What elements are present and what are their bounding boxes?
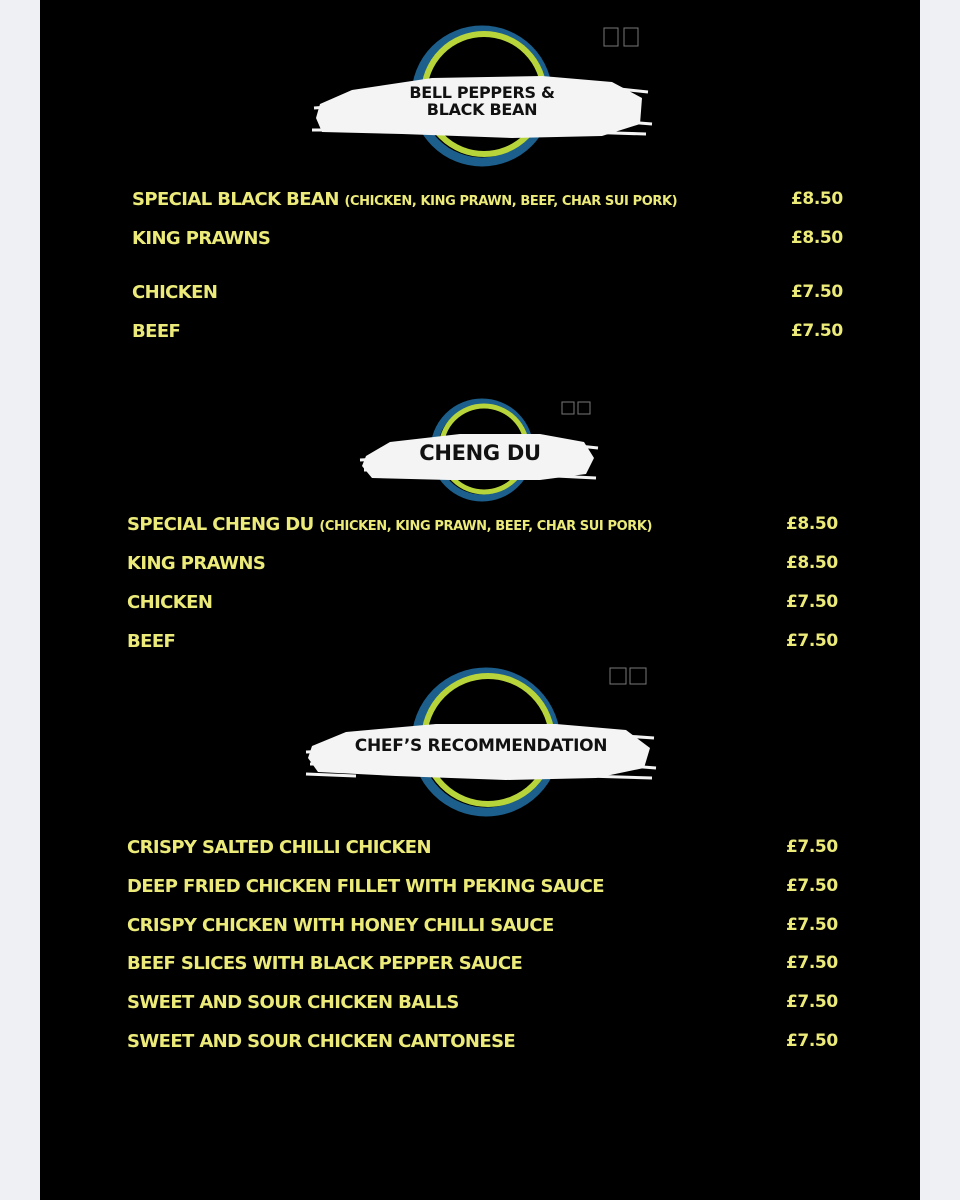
item-name: CRISPY SALTED CHILLI CHICKEN bbox=[127, 837, 431, 858]
menu-item bbox=[40, 876, 920, 906]
menu-item bbox=[40, 592, 920, 622]
item-price: £7.50 bbox=[786, 837, 838, 857]
menu-item bbox=[40, 282, 920, 312]
item-name: KING PRAWNS bbox=[127, 553, 266, 574]
item-name: BEEF SLICES WITH BLACK PEPPER SAUCE bbox=[127, 953, 523, 974]
item-price: £8.50 bbox=[791, 228, 843, 248]
item-name: SPECIAL BLACK BEAN bbox=[132, 189, 339, 210]
item-price: £7.50 bbox=[786, 992, 838, 1012]
menu-item bbox=[40, 915, 920, 945]
item-name: SWEET AND SOUR CHICKEN CANTONESE bbox=[127, 1031, 516, 1052]
section-title: CHENG DU bbox=[419, 441, 541, 465]
item-price: £7.50 bbox=[786, 1031, 838, 1051]
item-note: (CHICKEN, KING PRAWN, BEEF, CHAR SUI PORK) bbox=[319, 519, 653, 534]
section-header-chefs-recommendation bbox=[306, 660, 656, 816]
item-name: SPECIAL CHENG DU bbox=[127, 514, 314, 535]
item-price: £8.50 bbox=[786, 553, 838, 573]
item-price: £7.50 bbox=[786, 915, 838, 935]
item-name: DEEP FRIED CHICKEN FILLET WITH PEKING SAUCE bbox=[127, 876, 604, 897]
menu-item bbox=[40, 992, 920, 1022]
menu-item bbox=[40, 189, 920, 219]
item-note: (CHICKEN, KING PRAWN, BEEF, CHAR SUI PORK) bbox=[344, 194, 678, 209]
item-name: CRISPY CHICKEN WITH HONEY CHILLI SAUCE bbox=[127, 915, 554, 936]
item-name: SWEET AND SOUR CHICKEN BALLS bbox=[127, 992, 459, 1013]
item-name: BEEF bbox=[132, 321, 181, 342]
menu-item bbox=[40, 953, 920, 983]
item-price: £7.50 bbox=[791, 321, 843, 341]
section-header-cheng-du bbox=[360, 398, 600, 504]
menu-page bbox=[40, 0, 920, 1200]
menu-item bbox=[40, 321, 920, 351]
item-name: CHICKEN bbox=[132, 282, 218, 303]
menu-item bbox=[40, 837, 920, 867]
menu-item bbox=[40, 514, 920, 544]
section-title: CHEF’S RECOMMENDATION bbox=[354, 736, 608, 756]
menu-item bbox=[40, 228, 920, 258]
section-title-line2: BLACK BEAN bbox=[426, 100, 538, 119]
item-price: £7.50 bbox=[786, 592, 838, 612]
item-price: £7.50 bbox=[786, 876, 838, 896]
item-name: CHICKEN bbox=[127, 592, 213, 613]
item-price: £8.50 bbox=[786, 514, 838, 534]
menu-item bbox=[40, 553, 920, 583]
menu-item bbox=[40, 631, 920, 661]
section-header-bell-peppers bbox=[312, 20, 652, 170]
item-price: £7.50 bbox=[786, 953, 838, 973]
item-name: BEEF bbox=[127, 631, 176, 652]
item-price: £7.50 bbox=[786, 631, 838, 651]
item-name: KING PRAWNS bbox=[132, 228, 271, 249]
menu-item bbox=[40, 1031, 920, 1061]
item-price: £7.50 bbox=[791, 282, 843, 302]
section-title-line1: BELL PEPPERS & bbox=[409, 83, 555, 102]
item-price: £8.50 bbox=[791, 189, 843, 209]
